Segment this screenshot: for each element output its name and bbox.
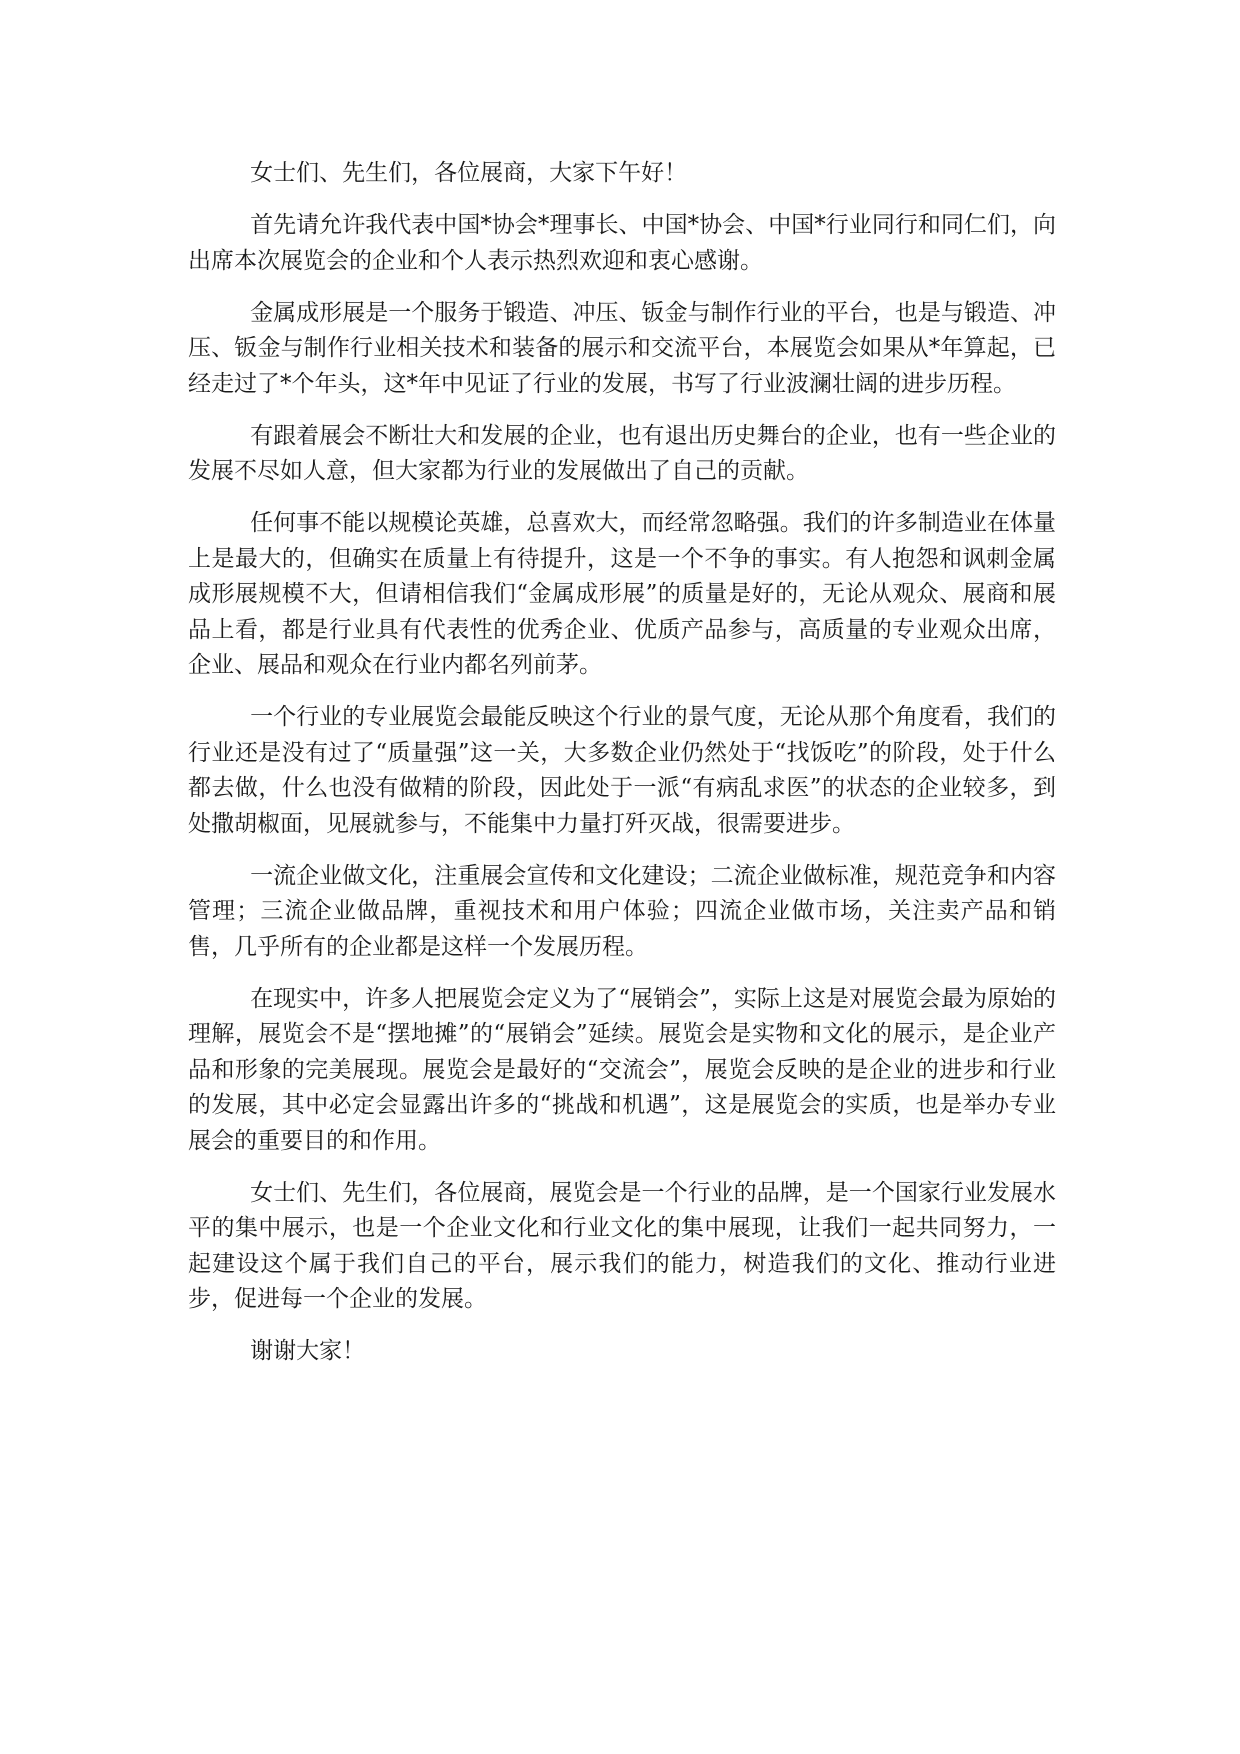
paragraph-industry-status: 一个行业的专业展览会最能反映这个行业的景气度，无论从那个角度看，我们的行业还是没有过了“质量强”这一关，大多数企业仍然处于“找饭吃”的阶段，处于什么都去做，什么也没有做精的阶段，因此处于一派“有病乱求医”的状态的企业较多，到处撒胡椒面，见展就参与，不能集中力量打歼灭战，很需要进步。 (188, 704, 1056, 837)
paragraph-exhibition-intro: 金属成形展是一个服务于锻造、冲压、钣金与制作行业的平台，也是与锻造、冲压、钣金与制作行业相关技术和装备的展示和交流平台，本展览会如果从*年算起，已经走过了*个年头，这*年中见证了行业的发展，书写了行业波澜壮阔的进步历程。 (188, 299, 1056, 397)
document-body (188, 156, 1056, 1386)
paragraph-enterprises: 有跟着展会不断壮大和发展的企业，也有退出历史舞台的企业，也有一些企业的发展不尽如人意，但大家都为行业的发展做出了自己的贡献。 (188, 422, 1056, 484)
paragraph-exhibition-meaning: 在现实中，许多人把展览会定义为了“展销会”，实际上这是对展览会最为原始的理解，展览会不是“摆地摊”的“展销会”延续。展览会是实物和文化的展示，是企业产品和形象的完美展现。展览会是最好的“交流会”，展览会反映的是企业的进步和行业的发展，其中必定会显露出许多的“挑战和机遇”，这是展览会的实质，也是举办专业展会的重要目的和作用。 (188, 985, 1056, 1154)
paragraph-thanks: 谢谢大家！ (250, 1338, 366, 1364)
paragraph-quality: 任何事不能以规模论英雄，总喜欢大，而经常忽略强。我们的许多制造业在体量上是最大的，但确实在质量上有待提升，这是一个不争的事实。有人抱怨和讽刺金属成形展规模不大，但请相信我们“金属成形展”的质量是好的，无论从观众、展商和展品上看，都是行业具有代表性的优秀企业、优质产品参与，高质量的专业观众出席，企业、展品和观众在行业内都名列前茅。 (188, 510, 1056, 678)
paragraph-greeting: 女士们、先生们，各位展商，大家下午好！ (250, 160, 688, 186)
paragraph-enterprise-tiers: 一流企业做文化，注重展会宣传和文化建设；二流企业做标准，规范竞争和内容管理；三流企业做品牌，重视技术和用户体验；四流企业做市场，关注卖产品和销售，几乎所有的企业都是这样一个发展历程。 (188, 862, 1056, 960)
paragraph-welcome: 首先请允许我代表中国*协会*理事长、中国*协会、中国*行业同行和同仁们，向出席本次展览会的企业和个人表示热烈欢迎和衷心感谢。 (188, 212, 1056, 274)
paragraph-closing-call: 女士们、先生们，各位展商，展览会是一个行业的品牌，是一个国家行业发展水平的集中展示，也是一个企业文化和行业文化的集中展现，让我们一起共同努力，一起建设这个属于我们自己的平台，展示我们的能力，树造我们的文化、推动行业进步，促进每一个企业的发展。 (188, 1179, 1056, 1312)
